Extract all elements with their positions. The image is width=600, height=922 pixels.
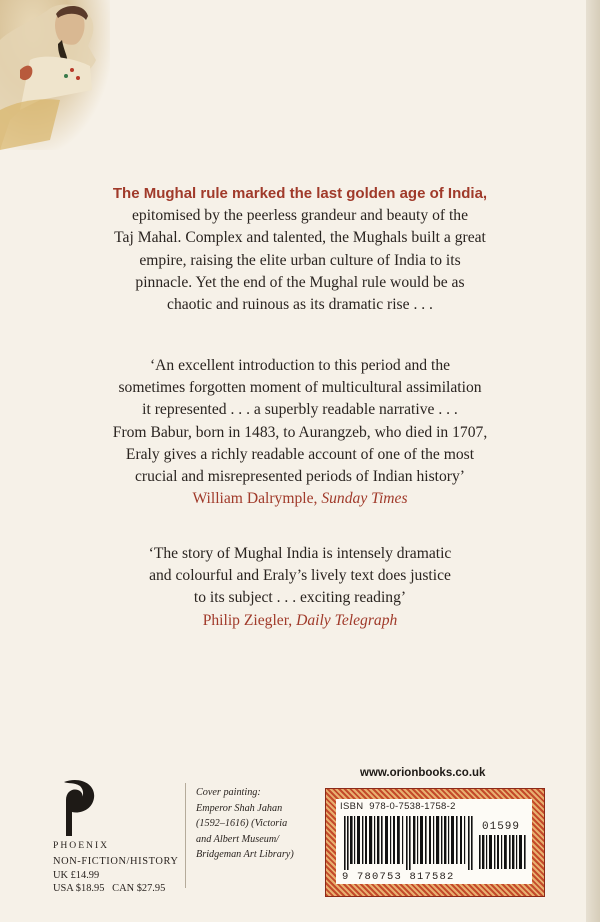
barcode-panel xyxy=(336,799,532,884)
blurb-lead: The Mughal rule marked the last golden age of India, xyxy=(112,185,488,202)
barcode-frame xyxy=(325,788,545,897)
review-quote-ziegler xyxy=(0,543,600,632)
credit-line: Bridgeman Art Library) xyxy=(196,849,294,861)
credit-divider xyxy=(185,783,186,888)
quote-line: crucial and misrepresented periods of Indian history’ xyxy=(135,468,465,486)
credit-line: (1592–1616) (Victoria xyxy=(196,818,288,830)
cover-credit xyxy=(196,785,316,863)
blurb-line: pinnacle. Yet the end of the Mughal rule would be as xyxy=(135,273,465,291)
cover-painting-fragment xyxy=(0,0,110,150)
price-us-can: USA $18.95 CAN $27.95 xyxy=(53,883,166,894)
quote-line: ‘An excellent introduction to this period and the xyxy=(149,357,451,374)
credit-line: Cover painting: xyxy=(196,787,261,798)
blurb-line: epitomised by the peerless grandeur and beauty of the xyxy=(131,207,469,225)
price-barcode-bars xyxy=(479,835,527,869)
quote-author: William Dalrymple, xyxy=(192,490,318,508)
blurb-line: chaotic and ruinous as its dramatic rise . . . xyxy=(167,296,433,314)
quote-line: sometimes forgotten moment of multicultural assimilation xyxy=(118,379,482,397)
book-category: NON-FICTION/HISTORY xyxy=(53,856,179,867)
price-code: 01599 xyxy=(482,821,521,833)
review-quote-dalrymple xyxy=(0,355,600,510)
quote-attribution xyxy=(0,488,600,510)
quote-line: it represented . . . a superbly readable narrative . . . xyxy=(142,401,458,419)
blurb xyxy=(0,183,600,316)
blurb-line: Taj Mahal. Complex and talented, the Mughals built a great xyxy=(114,229,486,247)
publisher-name: PHOENIX xyxy=(53,840,110,851)
credit-line: and Albert Museum/ xyxy=(196,833,280,845)
quote-line: From Babur, born in 1483, to Aurangzeb, who died in 1707, xyxy=(112,423,488,441)
quote-line: Eraly gives a richly readable account of one of the most xyxy=(125,445,475,463)
quote-author: Philip Ziegler, xyxy=(202,611,293,629)
publisher-website[interactable]: www.orionbooks.co.uk xyxy=(360,767,486,779)
quote-line: to its subject . . . exciting reading’ xyxy=(193,589,407,607)
barcode-number: 9 780753 817582 xyxy=(342,871,455,883)
phoenix-logo-icon xyxy=(58,778,98,848)
barcode-bars xyxy=(344,816,476,870)
quote-attribution xyxy=(0,610,600,632)
price-uk: UK £14.99 xyxy=(53,870,100,881)
quote-line: ‘The story of Mughal India is intensely dramatic xyxy=(148,545,452,562)
isbn-label: ISBN 978-0-7538-1758-2 xyxy=(340,801,456,812)
quote-line: and colourful and Eraly’s lively text does justice xyxy=(149,567,451,585)
blurb-line: empire, raising the elite urban culture of India to its xyxy=(139,251,461,269)
quote-source: Sunday Times xyxy=(321,490,408,508)
quote-source: Daily Telegraph xyxy=(296,611,398,629)
credit-line: Emperor Shah Jahan xyxy=(196,802,283,814)
